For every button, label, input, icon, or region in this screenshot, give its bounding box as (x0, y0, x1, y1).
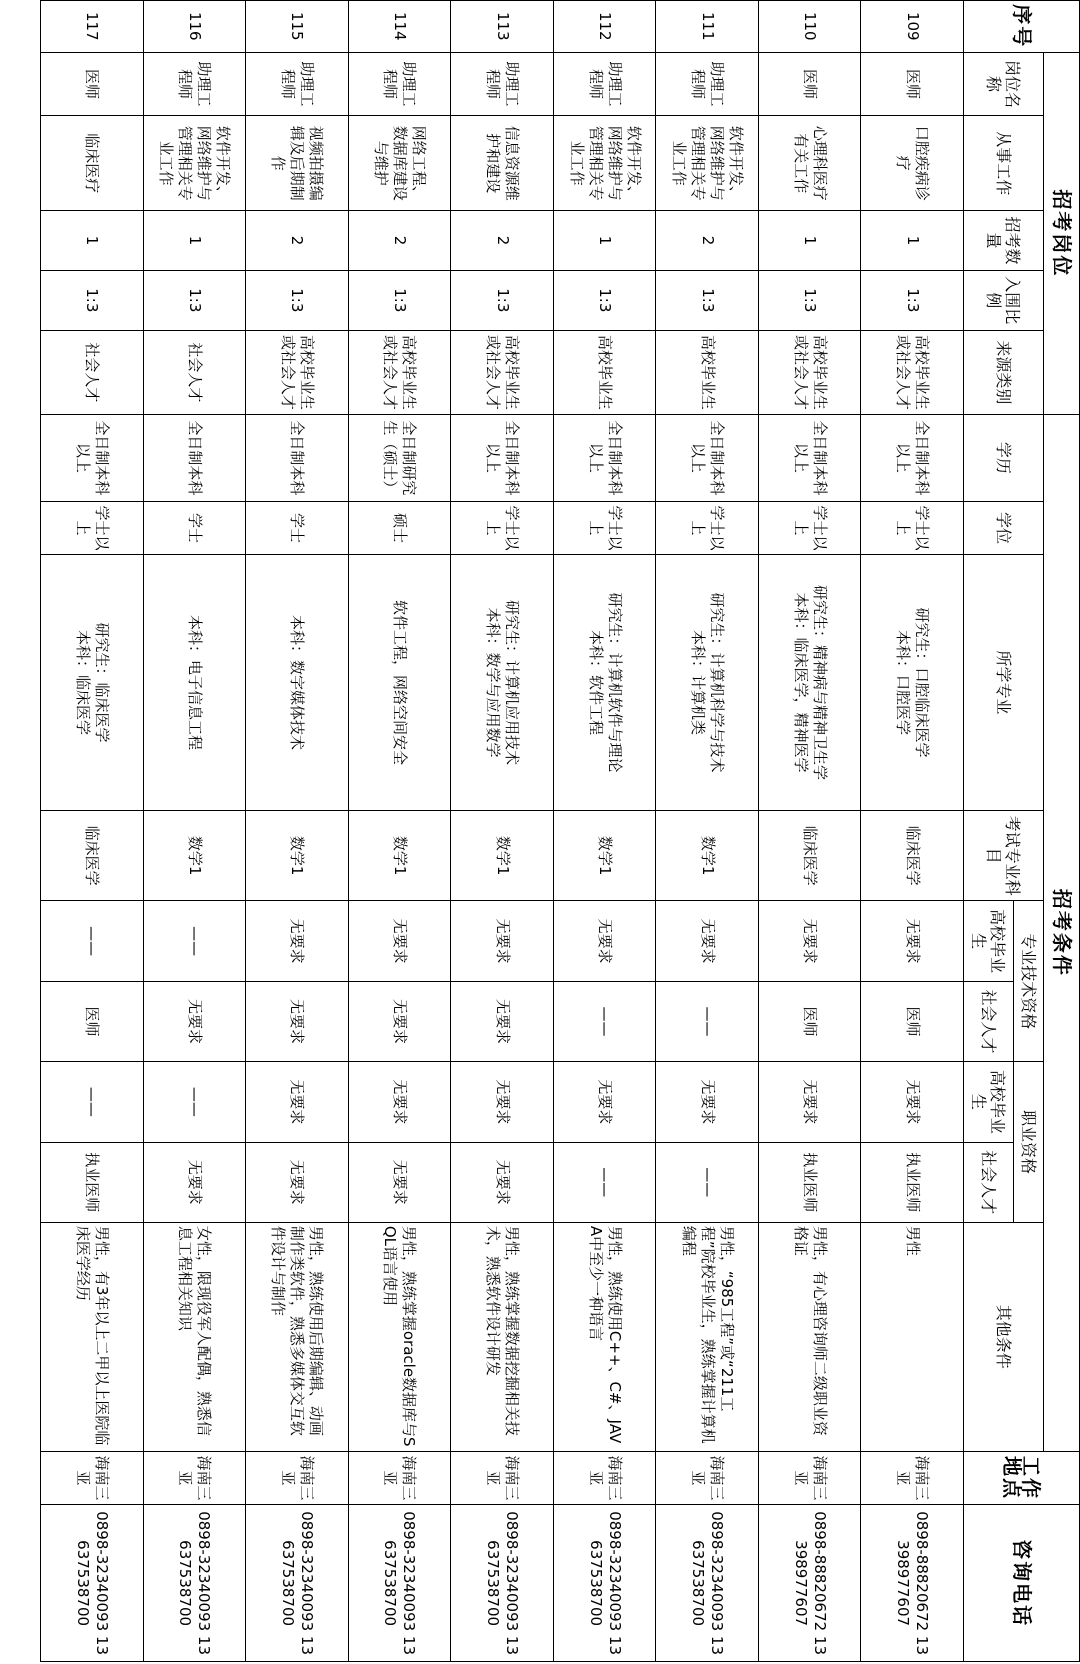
cell-tech-grad: —— (143, 901, 246, 981)
cell-other: 男性 (861, 1222, 964, 1451)
cell-major: 软件工程，网络空间安全 (348, 555, 451, 811)
cell-ratio: 1:3 (246, 270, 349, 330)
cell-ratio: 1:3 (758, 270, 861, 330)
cell-edu: 全日制本科以上 (41, 415, 144, 502)
cell-work: 临床医疗 (41, 116, 144, 211)
cell-tech-social: 医师 (861, 981, 964, 1061)
header-post-group: 招考岗位 (1044, 52, 1080, 415)
cell-degree: 学士以上 (451, 501, 554, 555)
cell-count: 2 (348, 211, 451, 271)
cell-count: 1 (758, 211, 861, 271)
cell-tech-social: —— (553, 981, 656, 1061)
cell-major: 研究生：口腔临床医学 本科：口腔医学 (861, 555, 964, 811)
cell-source: 高校毕业生 (553, 330, 656, 414)
cell-qual-grad: 无要求 (348, 1062, 451, 1142)
cell-place: 海南三亚 (348, 1451, 451, 1505)
cell-source: 高校毕业生或社会人才 (758, 330, 861, 414)
cell-post-name: 医师 (41, 52, 144, 116)
cell-qual-grad: —— (143, 1062, 246, 1142)
cell-qual-social: 执业医师 (861, 1142, 964, 1222)
cell-qual-grad: 无要求 (656, 1062, 759, 1142)
header-tech-social: 社会人才 (964, 981, 1014, 1061)
cell-phone: 0898-32340093 13637538700 (348, 1505, 451, 1662)
cell-seq: 109 (861, 1, 964, 53)
cell-qual-grad: 无要求 (553, 1062, 656, 1142)
cell-tech-grad: 无要求 (656, 901, 759, 981)
cell-seq: 111 (656, 1, 759, 53)
cell-place: 海南三亚 (246, 1451, 349, 1505)
cell-count: 2 (246, 211, 349, 271)
cell-seq: 116 (143, 1, 246, 53)
cell-ratio: 1:3 (451, 270, 554, 330)
cell-other: 男性，有心理咨询师二级职业资格证 (758, 1222, 861, 1451)
cell-count: 1 (553, 211, 656, 271)
header-qual-group: 职业资格 (1014, 1062, 1044, 1223)
cell-other: 女性，限现役军人配偶，熟悉信息工程相关知识 (143, 1222, 246, 1451)
cell-phone: 0898-32340093 13637538700 (553, 1505, 656, 1662)
cell-ratio: 1:3 (656, 270, 759, 330)
recruitment-table (40, 0, 1080, 1662)
cell-source: 高校毕业生 (656, 330, 759, 414)
cell-other: 男性，熟练使用C++、C#、JAVA中至少一种语言 (553, 1222, 656, 1451)
cell-degree: 学士以上 (758, 501, 861, 555)
cell-work: 口腔疾病诊疗 (861, 116, 964, 211)
cell-ratio: 1:3 (348, 270, 451, 330)
cell-source: 高校毕业生或社会人才 (348, 330, 451, 414)
cell-source: 高校毕业生或社会人才 (861, 330, 964, 414)
cell-exam: 数学1 (143, 810, 246, 901)
cell-place: 海南三亚 (451, 1451, 554, 1505)
cell-phone: 0898-32340093 13637538700 (41, 1505, 144, 1662)
cell-qual-social: —— (656, 1142, 759, 1222)
cell-seq: 117 (41, 1, 144, 53)
header-qual-social: 社会人才 (964, 1142, 1014, 1222)
header-work: 从事工作 (964, 116, 1044, 211)
cell-degree: 学士以上 (656, 501, 759, 555)
cell-qual-grad: 无要求 (861, 1062, 964, 1142)
header-cond-group: 招考条件 (1044, 415, 1080, 1452)
header-tech-group: 专业技术资格 (1014, 901, 1044, 1062)
cell-major: 研究生：精神病与精神卫生学 本科：临床医学，精神医学 (758, 555, 861, 811)
cell-edu: 全日制本科以上 (553, 415, 656, 502)
cell-phone: 0898-88820672 13398977607 (861, 1505, 964, 1662)
cell-place: 海南三亚 (553, 1451, 656, 1505)
cell-edu: 全日制本科以上 (758, 415, 861, 502)
header-source: 来源类别 (964, 330, 1044, 414)
header-other: 其他条件 (964, 1222, 1044, 1451)
cell-qual-social: 无要求 (451, 1142, 554, 1222)
cell-tech-social: 医师 (41, 981, 144, 1061)
cell-count: 1 (861, 211, 964, 271)
header-degree: 学位 (964, 501, 1044, 555)
cell-seq: 115 (246, 1, 349, 53)
cell-post-name: 助理工程师 (348, 52, 451, 116)
header-phone: 咨询电话 (964, 1505, 1080, 1662)
header-place: 工作地点 (964, 1451, 1080, 1505)
cell-edu: 全日制研究生（硕士） (348, 415, 451, 502)
cell-qual-social: 执业医师 (758, 1142, 861, 1222)
cell-tech-social: 医师 (758, 981, 861, 1061)
cell-degree: 学士以上 (41, 501, 144, 555)
cell-ratio: 1:3 (41, 270, 144, 330)
table-row (553, 1, 656, 1662)
cell-source: 高校毕业生或社会人才 (451, 330, 554, 414)
cell-source: 社会人才 (143, 330, 246, 414)
cell-phone: 0898-88820672 13398977607 (758, 1505, 861, 1662)
cell-exam: 临床医学 (41, 810, 144, 901)
cell-qual-social: 无要求 (143, 1142, 246, 1222)
cell-tech-social: 无要求 (143, 981, 246, 1061)
cell-edu: 全日制本科 (143, 415, 246, 502)
cell-major: 研究生：计算机应用技术 本科：数学与应用数学 (451, 555, 554, 811)
cell-post-name: 医师 (861, 52, 964, 116)
cell-tech-grad: 无要求 (348, 901, 451, 981)
cell-qual-grad: 无要求 (758, 1062, 861, 1142)
cell-count: 2 (656, 211, 759, 271)
cell-qual-social: —— (553, 1142, 656, 1222)
cell-qual-grad: 无要求 (451, 1062, 554, 1142)
cell-degree: 学士 (143, 501, 246, 555)
cell-major: 研究生：计算机软件与理论 本科：软件工程 (553, 555, 656, 811)
cell-work: 软件开发、网络维护与管理相关专业工作 (143, 116, 246, 211)
cell-post-name: 助理工程师 (246, 52, 349, 116)
table-row (451, 1, 554, 1662)
header-tech-grad: 高校毕业生 (964, 901, 1014, 981)
cell-tech-grad: 无要求 (553, 901, 656, 981)
cell-degree: 学士以上 (553, 501, 656, 555)
cell-tech-grad: —— (41, 901, 144, 981)
cell-other: 男性，有3年以上二甲以上医院临床医学经历 (41, 1222, 144, 1451)
cell-work: 网络工程、数据库建设与维护 (348, 116, 451, 211)
cell-edu: 全日制本科 (246, 415, 349, 502)
cell-qual-grad: —— (41, 1062, 144, 1142)
cell-seq: 112 (553, 1, 656, 53)
cell-degree: 学士 (246, 501, 349, 555)
cell-other: 男性，熟练掌握oracle数据库与SQL语言使用 (348, 1222, 451, 1451)
table-body (41, 1, 964, 1662)
cell-ratio: 1:3 (553, 270, 656, 330)
header-ratio: 入围比例 (964, 270, 1044, 330)
cell-post-name: 医师 (758, 52, 861, 116)
cell-place: 海南三亚 (861, 1451, 964, 1505)
cell-source: 社会人才 (41, 330, 144, 414)
cell-exam: 数学1 (246, 810, 349, 901)
cell-seq: 110 (758, 1, 861, 53)
cell-exam: 临床医学 (758, 810, 861, 901)
cell-edu: 全日制本科以上 (451, 415, 554, 502)
cell-tech-grad: 无要求 (758, 901, 861, 981)
cell-exam: 数学1 (553, 810, 656, 901)
cell-post-name: 助理工程师 (143, 52, 246, 116)
cell-count: 1 (41, 211, 144, 271)
table-row (143, 1, 246, 1662)
cell-post-name: 助理工程师 (656, 52, 759, 116)
cell-tech-social: 无要求 (246, 981, 349, 1061)
cell-major: 本科：电子信息工程 (143, 555, 246, 811)
cell-work: 视频拍摄编辑及后期制作 (246, 116, 349, 211)
cell-major: 研究生：计算机科学与技术 本科：计算机类 (656, 555, 759, 811)
cell-count: 1 (143, 211, 246, 271)
cell-post-name: 助理工程师 (553, 52, 656, 116)
header-seq: 序号 (964, 1, 1080, 53)
cell-seq: 113 (451, 1, 554, 53)
header-major: 所学专业 (964, 555, 1044, 811)
table-row (246, 1, 349, 1662)
header-post-name: 岗位名称 (964, 52, 1044, 116)
header-qual-grad: 高校毕业生 (964, 1062, 1014, 1142)
cell-qual-social: 执业医师 (41, 1142, 144, 1222)
cell-work: 软件开发、网络维护与管理相关专业工作 (553, 116, 656, 211)
cell-place: 海南三亚 (758, 1451, 861, 1505)
cell-major: 研究生：临床医学 本科：临床医学 (41, 555, 144, 811)
cell-qual-grad: 无要求 (246, 1062, 349, 1142)
cell-qual-social: 无要求 (348, 1142, 451, 1222)
cell-other: 男性，熟练使用后期编辑、动画制作类软件，熟悉多媒体交互软件设计与制作 (246, 1222, 349, 1451)
cell-edu: 全日制本科以上 (861, 415, 964, 502)
cell-ratio: 1:3 (861, 270, 964, 330)
cell-tech-social: 无要求 (451, 981, 554, 1061)
cell-phone: 0898-32340093 13637538700 (143, 1505, 246, 1662)
table-row (656, 1, 759, 1662)
header-count: 招考数量 (964, 211, 1044, 271)
cell-major: 本科：数字媒体技术 (246, 555, 349, 811)
cell-exam: 数学1 (348, 810, 451, 901)
table-row (348, 1, 451, 1662)
cell-tech-grad: 无要求 (451, 901, 554, 981)
cell-ratio: 1:3 (143, 270, 246, 330)
cell-exam: 数学1 (451, 810, 554, 901)
table-row (758, 1, 861, 1662)
cell-tech-grad: 无要求 (861, 901, 964, 981)
cell-seq: 114 (348, 1, 451, 53)
cell-phone: 0898-32340093 13637538700 (451, 1505, 554, 1662)
cell-work: 心理科医疗有关工作 (758, 116, 861, 211)
cell-tech-social: —— (656, 981, 759, 1061)
cell-exam: 临床医学 (861, 810, 964, 901)
cell-edu: 全日制本科以上 (656, 415, 759, 502)
cell-place: 海南三亚 (656, 1451, 759, 1505)
cell-degree: 硕士 (348, 501, 451, 555)
cell-phone: 0898-32340093 13637538700 (246, 1505, 349, 1662)
header-exam: 考试专业科目 (964, 810, 1044, 901)
cell-work: 信息资源维护和建设 (451, 116, 554, 211)
cell-other: 男性，“985工程”或“211工程”院校毕业生，熟练掌握计算机编程 (656, 1222, 759, 1451)
cell-place: 海南三亚 (41, 1451, 144, 1505)
table-row (861, 1, 964, 1662)
table-row (41, 1, 144, 1662)
cell-place: 海南三亚 (143, 1451, 246, 1505)
cell-qual-social: 无要求 (246, 1142, 349, 1222)
cell-source: 高校毕业生或社会人才 (246, 330, 349, 414)
cell-count: 2 (451, 211, 554, 271)
cell-phone: 0898-32340093 13637538700 (656, 1505, 759, 1662)
cell-post-name: 助理工程师 (451, 52, 554, 116)
cell-tech-grad: 无要求 (246, 901, 349, 981)
header-edu: 学历 (964, 415, 1044, 502)
cell-exam: 数学1 (656, 810, 759, 901)
cell-tech-social: 无要求 (348, 981, 451, 1061)
cell-other: 男性，熟练掌握数据挖掘相关技术，熟悉软件设计研发 (451, 1222, 554, 1451)
cell-work: 软件开发、网络维护与管理相关专业工作 (656, 116, 759, 211)
cell-degree: 学士以上 (861, 501, 964, 555)
